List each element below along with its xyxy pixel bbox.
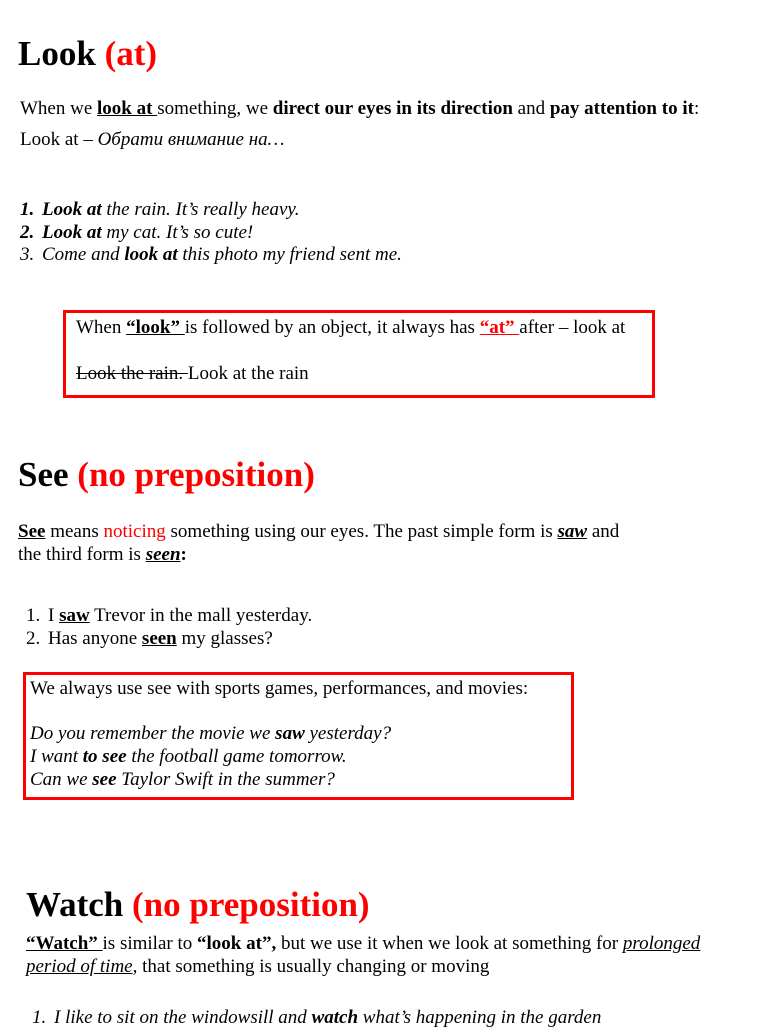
text: Look at – <box>20 129 98 150</box>
text: saw <box>275 723 305 744</box>
watch-example-1 <box>32 1008 601 1027</box>
look-intro <box>20 99 699 118</box>
text: Taylor Swift in the summer? <box>116 769 335 790</box>
text: Обрати внимание на… <box>97 129 285 150</box>
text: “look” <box>126 317 185 338</box>
look-example-3 <box>20 245 402 264</box>
text: look at <box>124 244 178 265</box>
text: saw <box>557 521 588 542</box>
text: I want <box>30 746 83 767</box>
text: , that something is usually changing or moving <box>132 956 490 977</box>
text: Has anyone <box>48 628 142 649</box>
text: something, we <box>157 98 273 119</box>
text: what’s happening in the garden <box>358 1007 602 1028</box>
text: I <box>48 605 60 626</box>
text: noticing <box>103 521 166 542</box>
look-example-1 <box>20 200 300 219</box>
see-rule-example-2 <box>30 747 347 766</box>
text: seen <box>141 628 177 649</box>
text: “Watch” <box>26 933 103 954</box>
look-rule-example <box>76 364 309 383</box>
see-rule-line: We always use see with sports games, performances, and movies: <box>30 678 529 699</box>
heading-look-word: Look <box>18 34 96 73</box>
text: 1. <box>32 1007 47 1028</box>
text: the third form is <box>18 544 146 565</box>
text: Can we <box>30 769 93 790</box>
text: prolonged <box>622 933 701 954</box>
text: direct our eyes in its direction <box>272 98 513 119</box>
text: yesterday? <box>304 723 392 744</box>
text: 3. <box>20 244 35 265</box>
heading-look-preposition: (at) <box>104 34 158 73</box>
text: but we use it when we look at something for <box>276 933 623 954</box>
text: : <box>693 98 700 119</box>
heading-watch <box>26 887 370 922</box>
see-example-1 <box>26 606 312 625</box>
text: watch <box>311 1007 359 1028</box>
text: is followed by an object, it always has <box>184 317 480 338</box>
heading-watch-preposition: (no preposition) <box>131 885 370 924</box>
text: to see <box>82 746 127 767</box>
see-rule-example-3 <box>30 770 335 789</box>
text: “look at”, <box>197 933 277 954</box>
text: Do you remember the movie we <box>30 723 276 744</box>
see-example-2 <box>26 629 273 648</box>
text: period of time <box>26 956 133 977</box>
text: Look the rain. <box>76 363 188 384</box>
heading-see-word: See <box>18 455 69 494</box>
text: When <box>76 317 127 338</box>
text: look at <box>97 98 158 119</box>
text: pay attention to it <box>549 98 694 119</box>
text: my glasses? <box>176 628 273 649</box>
text: seen <box>145 544 181 565</box>
text: Look at the rain <box>187 363 309 384</box>
see-intro-line-2 <box>18 545 187 564</box>
text: See <box>18 521 46 542</box>
text: 2. <box>20 222 35 243</box>
look-rule-line <box>76 318 625 337</box>
text: 2. <box>26 628 41 649</box>
text: Look at <box>42 199 102 220</box>
text: and <box>587 521 620 542</box>
text: Come and <box>42 244 125 265</box>
text: Look at <box>42 222 102 243</box>
text: 1. <box>20 199 35 220</box>
text: saw <box>59 605 90 626</box>
watch-intro-line-1 <box>26 934 700 953</box>
text: the rain. It’s really heavy. <box>101 199 300 220</box>
look-example-2 <box>20 223 253 242</box>
text: When we <box>20 98 98 119</box>
text: is similar to <box>102 933 198 954</box>
heading-look <box>18 36 157 71</box>
heading-see <box>18 457 315 492</box>
text: see <box>92 769 117 790</box>
text: the football game tomorrow. <box>126 746 347 767</box>
text: after – look at <box>519 317 626 338</box>
text: 1. <box>26 605 41 626</box>
look-translation <box>20 130 285 149</box>
text: means <box>45 521 104 542</box>
heading-watch-word: Watch <box>26 885 124 924</box>
text: : <box>180 544 187 565</box>
text: “at” <box>479 317 520 338</box>
text: my cat. It’s so cute! <box>101 222 254 243</box>
text: and <box>512 98 550 119</box>
see-intro-line-1 <box>18 522 619 541</box>
heading-see-preposition: (no preposition) <box>77 455 315 494</box>
see-rule-example-1 <box>30 724 391 743</box>
text: something using our eyes. The past simple form is <box>165 521 558 542</box>
watch-intro-line-2 <box>26 957 489 976</box>
text: Trevor in the mall yesterday. <box>89 605 313 626</box>
text: this photo my friend sent me. <box>177 244 402 265</box>
text: I like to sit on the windowsill and <box>54 1007 312 1028</box>
